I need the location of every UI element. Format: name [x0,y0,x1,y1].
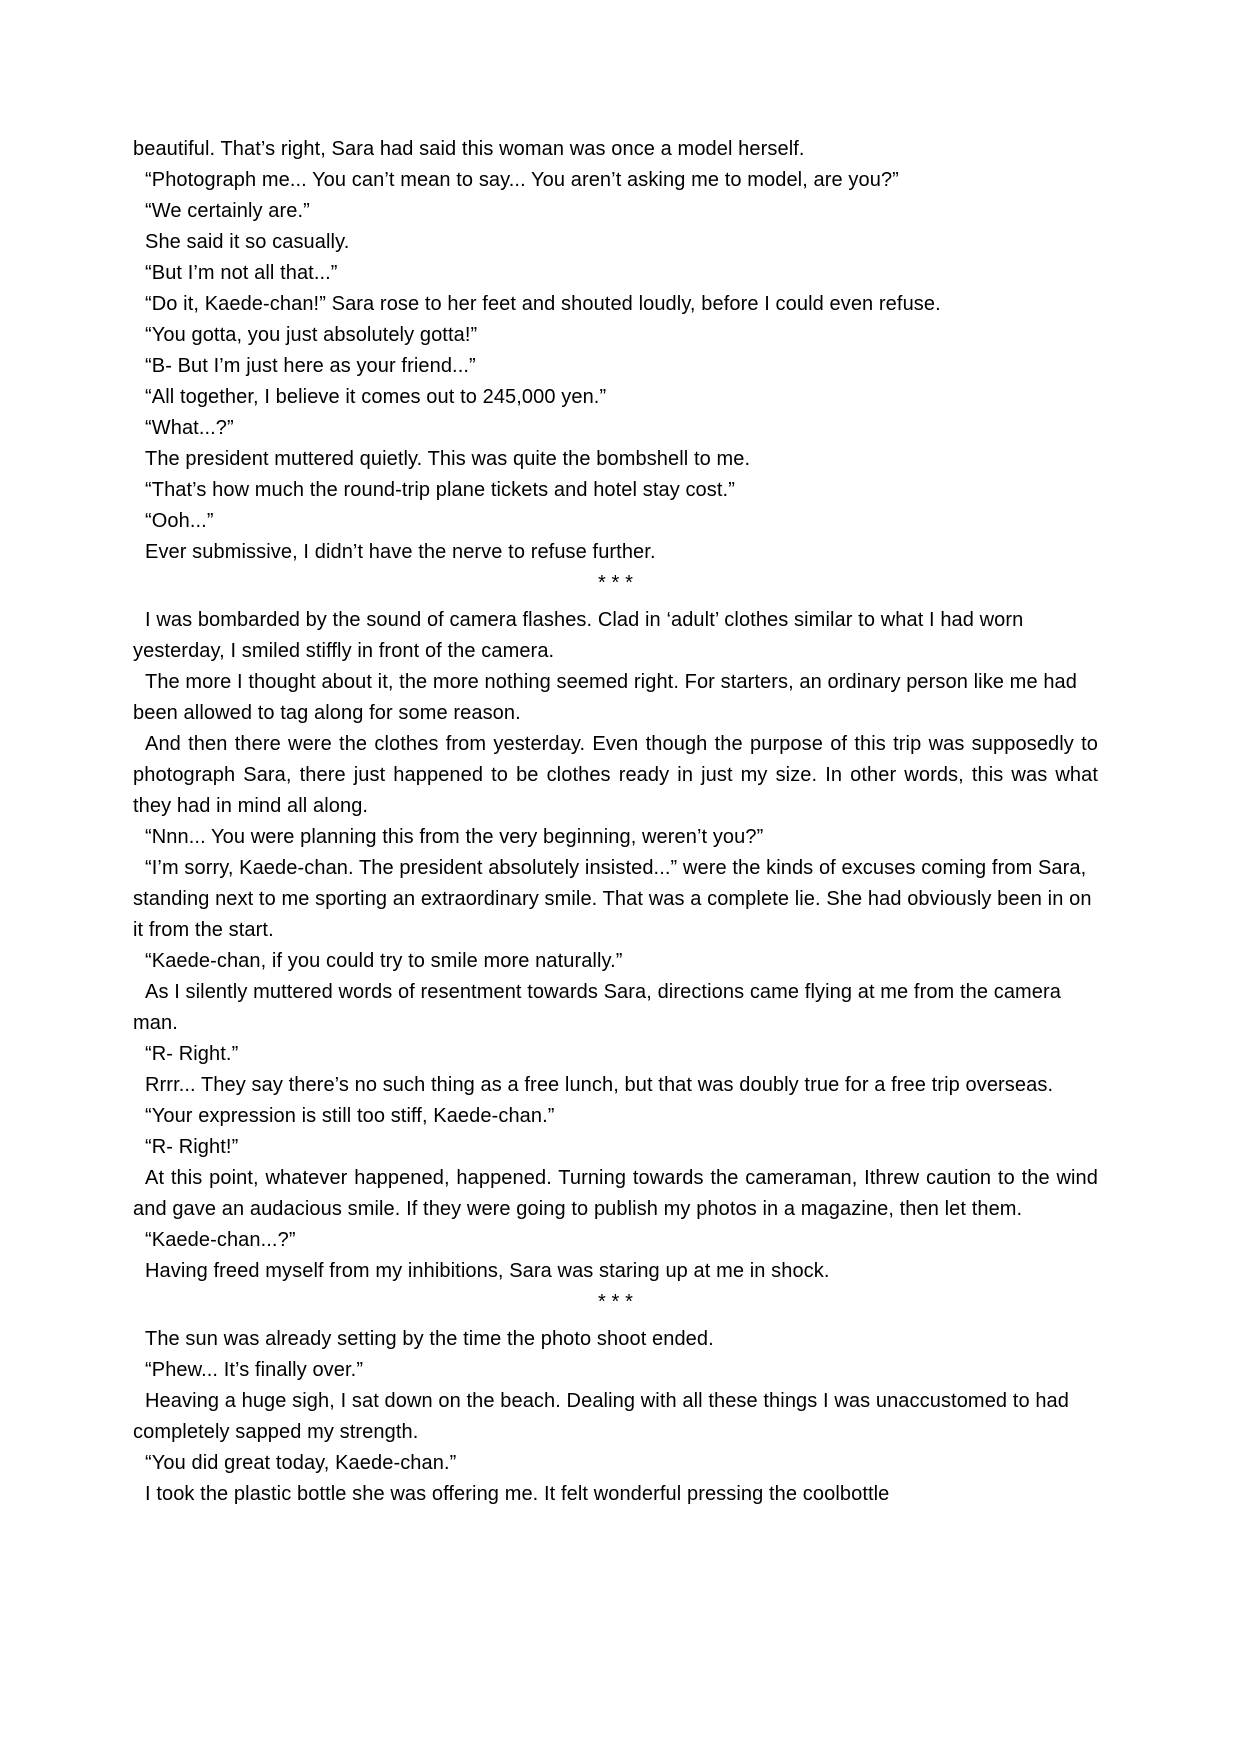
text-column [133,134,1098,1510]
paragraph: “All together, I believe it comes out to 245,000 yen.” [145,386,607,408]
section-divider: * * * [598,572,633,594]
paragraph: And then there were the clothes from yesterday. Even though the purpose of this trip was supposedly to photograph Sara, there just happened to be clothes ready in just my size. In other words, this was what they had in mind all along. [133,733,1098,817]
paragraph: “Phew... It’s finally over.” [145,1359,364,1381]
paragraph: “That’s how much the round-trip plane tickets and hotel stay cost.” [145,479,735,501]
paragraph: Ever submissive, I didn’t have the nerve to refuse further. [145,541,656,563]
paragraph: The president muttered quietly. This was quite the bombshell to me. [145,448,751,470]
paragraph: I was bombarded by the sound of camera flashes. Clad in ‘adult’ clothes similar to what I had worn yesterday, I smiled stiffly in front of the camera. [133,609,1024,662]
paragraph: “R- Right.” [145,1043,239,1065]
section-divider: * * * [598,1291,633,1313]
paragraph: “B- But I’m just here as your friend...” [145,355,476,377]
paragraph: At this point, whatever happened, happened. Turning towards the cameraman, Ithrew caution to the wind and gave an audacious smile. If they were going to publish my photos in a magazine, then let them. [133,1167,1098,1220]
paragraph: “Nnn... You were planning this from the very beginning, weren’t you?” [145,826,764,848]
paragraph: “We certainly are.” [145,200,310,222]
paragraph: Having freed myself from my inhibitions, Sara was staring up at me in shock. [145,1260,830,1282]
paragraph: Rrrr... They say there’s no such thing as a free lunch, but that was doubly true for a free trip overseas. [145,1074,1054,1096]
paragraph: “R- Right!” [145,1136,239,1158]
paragraph: “Your expression is still too stiff, Kaede-chan.” [145,1105,555,1127]
paragraph: “I’m sorry, Kaede-chan. The president absolutely insisted...” were the kinds of excuses coming from Sara, standing next to me sporting an extraordinary smile. That was a complete lie. She had obviously been in on it from the start. [133,857,1092,941]
paragraph: “Ooh...” [145,510,214,532]
paragraph: As I silently muttered words of resentment towards Sara, directions came flying at me from the camera man. [133,981,1062,1034]
paragraph: She said it so casually. [145,231,350,253]
paragraph: I took the plastic bottle she was offering me. It felt wonderful pressing the coolbottle [145,1483,890,1505]
paragraph: The more I thought about it, the more nothing seemed right. For starters, an ordinary person like me had been allowed to tag along for some reason. [133,671,1077,724]
paragraph: “Kaede-chan...?” [145,1229,296,1251]
paragraph: “You did great today, Kaede-chan.” [145,1452,457,1474]
paragraph: “Do it, Kaede-chan!” Sara rose to her feet and shouted loudly, before I could even refuse. [145,293,941,315]
paragraph: “You gotta, you just absolutely gotta!” [145,324,478,346]
paragraph: Heaving a huge sigh, I sat down on the beach. Dealing with all these things I was unaccustomed to had completely sapped my strength. [133,1390,1070,1443]
paragraph: “What...?” [145,417,234,439]
paragraph: The sun was already setting by the time the photo shoot ended. [145,1328,714,1350]
paragraph: “Kaede-chan, if you could try to smile more naturally.” [145,950,623,972]
paragraph: “Photograph me... You can’t mean to say... You aren’t asking me to model, are you?” [145,169,899,191]
paragraph: “But I’m not all that...” [145,262,338,284]
paragraph: beautiful. That’s right, Sara had said this woman was once a model herself. [133,138,805,160]
